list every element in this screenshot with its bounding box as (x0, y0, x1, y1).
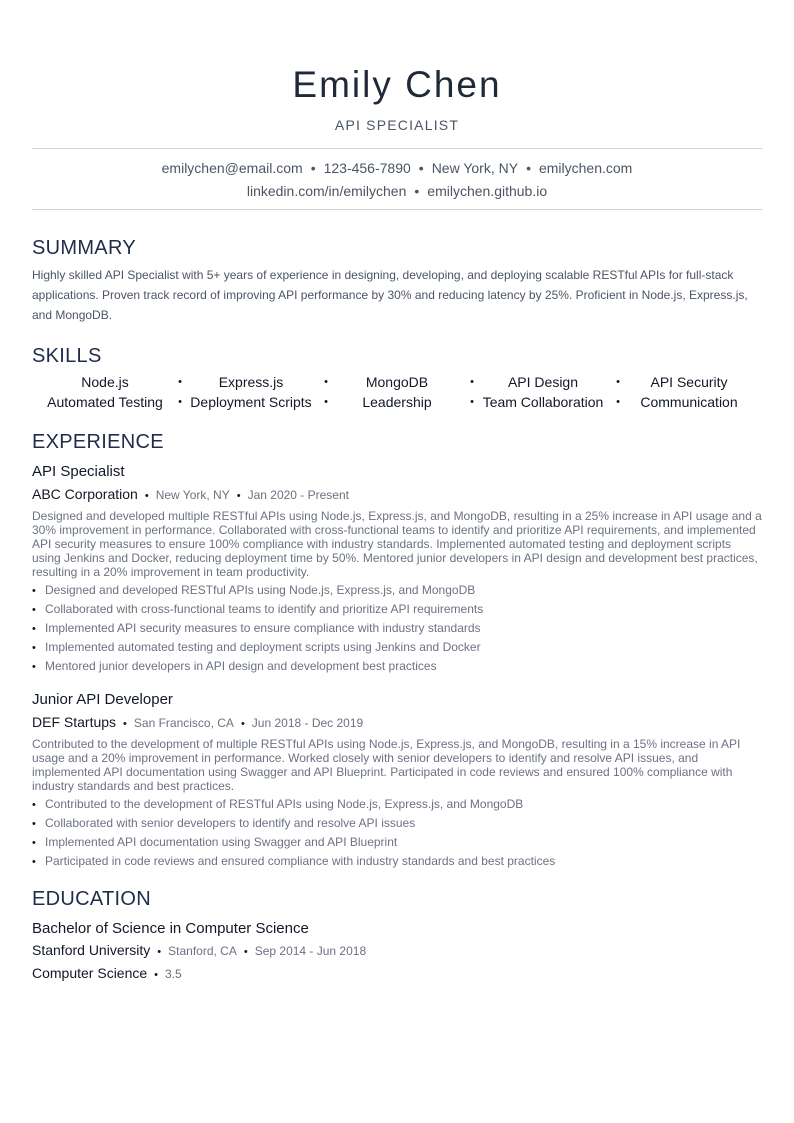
contact-phone[interactable]: 123-456-7890 (323, 160, 411, 176)
section-heading-skills: SKILLS (32, 345, 102, 367)
job-bullet: • Participated in code reviews and ensured compliance with industry standards and best practices (32, 852, 762, 871)
contact-website[interactable]: emilychen.com (538, 160, 633, 176)
contact-location: New York, NY (431, 160, 519, 176)
job-bullet: • Mentored junior developers in API design and development best practices (32, 657, 762, 676)
skill-item: API Security (650, 374, 728, 390)
job-description: Contributed to the development of multiple RESTful APIs using Node.js, Express.js, and MongoDB, resulting in a 15% increase in API usage and a 20% improvement in performance. Worked closely with senior developers to identify and resolve API issues, and implemented API documentation using Swagger and API Blueprint. Participated in code reviews and ensured 100% compliance with industry standards and best practices. (32, 737, 741, 793)
job-location: New York, NY (155, 488, 230, 502)
separator: • (144, 490, 149, 502)
education-section (32, 887, 762, 985)
separator: • (310, 160, 316, 176)
skill-item: Node.js • (32, 372, 178, 392)
separator: • (526, 160, 531, 176)
job-bullet: • Collaborated with cross-functional teams to identify and prioritize API requirements (32, 600, 762, 619)
resume-header (32, 0, 762, 133)
job-bullet: • Implemented API security measures to ensure compliance with industry standards (32, 619, 762, 638)
job-bullets (32, 795, 762, 871)
skill-item: Automated Testing • (32, 392, 178, 412)
gpa: 3.5 (165, 967, 182, 981)
job-title: API Specialist (32, 463, 125, 480)
contact-divider (32, 209, 762, 210)
skill-item: Leadership • (324, 392, 470, 412)
candidate-title: API SPECIALIST (334, 117, 460, 133)
skill-item: MongoDB • (324, 372, 470, 392)
skills-list (32, 372, 762, 412)
job-bullet: • Designed and developed RESTful APIs using Node.js, Express.js, and MongoDB (32, 581, 762, 600)
company-name: ABC Corporation (32, 486, 138, 502)
separator: • (157, 946, 162, 958)
school-location: Stanford, CA (168, 944, 237, 958)
separator: • (243, 946, 248, 958)
job-location: San Francisco, CA (133, 716, 234, 730)
contact-line-2 (32, 180, 762, 203)
skills-section (32, 344, 762, 412)
degree-title: Bachelor of Science in Computer Science (32, 920, 309, 937)
job-dates: Jun 2018 - Dec 2019 (251, 716, 364, 730)
education-major-row (32, 963, 762, 985)
contact-linkedin[interactable]: linkedin.com/in/emilychen (246, 183, 407, 199)
section-heading-summary: SUMMARY (32, 237, 136, 259)
contact-email[interactable]: emilychen@email.com (161, 160, 303, 176)
separator: • (414, 183, 420, 199)
skill-item: Express.js • (178, 372, 324, 392)
job-bullet: • Contributed to the development of RESTful APIs using Node.js, Express.js, and MongoDB (32, 795, 762, 814)
separator: • (236, 490, 241, 502)
candidate-name: Emily Chen (292, 64, 502, 105)
skill-item: Communication (640, 394, 738, 410)
skill-item: Deployment Scripts • (178, 392, 324, 412)
resume-page (32, 0, 762, 985)
experience-section (32, 430, 762, 871)
job-meta (32, 484, 762, 506)
contact-info (32, 149, 762, 209)
separator: • (240, 718, 245, 730)
section-heading-experience: EXPERIENCE (32, 431, 164, 453)
job-meta (32, 712, 762, 734)
summary-text: Highly skilled API Specialist with 5+ years of experience in designing, developing, and deploying scalable RESTful APIs for full-stack applications. Proven track record of improving API performance by 30% and reducing latency by 25%. Proficient in Node.js, Express.js, and MongoDB. (32, 268, 748, 322)
skill-item: API Design • (470, 372, 616, 392)
job-dates: Jan 2020 - Present (247, 488, 349, 502)
job-bullet: • Implemented API documentation using Swagger and API Blueprint (32, 833, 762, 852)
major: Computer Science (32, 965, 148, 981)
education-meta (32, 940, 762, 962)
separator: • (123, 718, 127, 730)
separator: • (154, 969, 159, 981)
contact-line-1 (32, 157, 762, 180)
contact-github[interactable]: emilychen.github.io (427, 183, 548, 199)
education-dates: Sep 2014 - Jun 2018 (254, 944, 367, 958)
job-entry (32, 690, 762, 871)
job-entry (32, 462, 762, 676)
job-description: Designed and developed multiple RESTful APIs using Node.js, Express.js, and MongoDB, resulting in a 25% increase in API usage and a 30% improvement in performance. Collaborated with cross-functional teams to identify and prioritize API requirements, and implemented API security measures to ensure 100% compliance with industry standards. Implemented automated testing and deployment scripts using Jenkins and Docker, reducing deployment time by 50%. Mentored junior developers in API design and development best practices, resulting in a 20% improvement in team productivity. (32, 509, 762, 579)
section-heading-education: EDUCATION (32, 888, 151, 910)
job-bullet: • Collaborated with senior developers to identify and resolve API issues (32, 814, 762, 833)
job-title: Junior API Developer (32, 691, 173, 708)
summary-section (32, 236, 762, 325)
job-bullets (32, 581, 762, 676)
company-name: DEF Startups (32, 714, 117, 730)
school-name: Stanford University (32, 942, 151, 958)
separator: • (418, 160, 424, 176)
job-bullet: • Implemented automated testing and deployment scripts using Jenkins and Docker (32, 638, 762, 657)
skill-item: Team Collaboration • (470, 392, 616, 412)
